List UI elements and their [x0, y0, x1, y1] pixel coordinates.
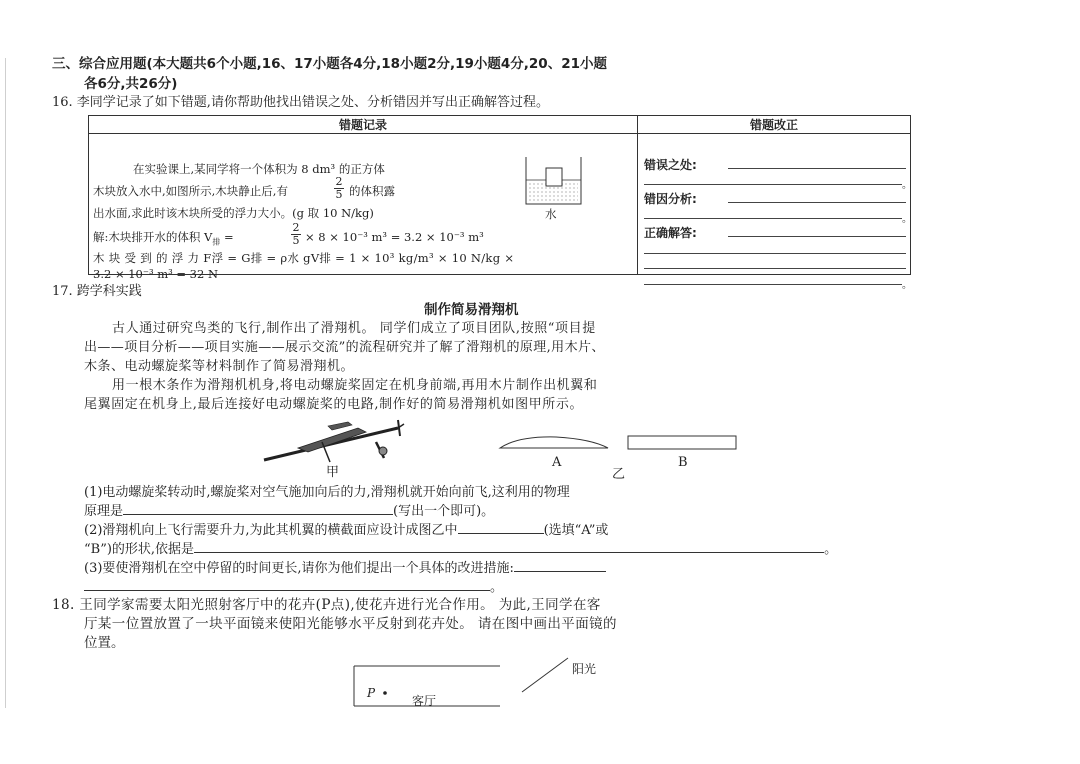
- correct-answer-blank-2: [644, 253, 906, 254]
- q17-para2-line2: 尾翼固定在机身上,最后连接好电动螺旋桨的电路,制作好的简易滑翔机如图甲所示。: [84, 397, 584, 412]
- fig-label-jia: 甲: [326, 465, 340, 480]
- problem-record-cell: [89, 134, 638, 281]
- q17-stem: 17. 跨学科实践: [52, 284, 142, 299]
- error-cause-label: 错因分析:: [644, 192, 697, 206]
- physics-principle-blank[interactable]: [123, 502, 393, 515]
- q18-line3: 位置。: [84, 635, 125, 651]
- end-mark: 。: [902, 180, 912, 191]
- problem-line-3: 出水面,求此时该木块所受的浮力大小。(g 取 10 N/kg): [93, 206, 374, 220]
- glider-figure-jia: [258, 418, 408, 468]
- solution-line-1c: × 8 × 10⁻³ m³ = 3.2 × 10⁻³ m³: [305, 230, 484, 244]
- end-mark: 。: [902, 280, 912, 291]
- problem-line-1: 在实验课上,某同学将一个体积为 8 dm³ 的正方体: [133, 162, 385, 176]
- improvement-blank[interactable]: [514, 559, 606, 572]
- living-room-diagram: [350, 650, 590, 710]
- problem-line-2b: 的体积露: [349, 184, 395, 198]
- error-location-blank-2: [644, 184, 902, 185]
- solution-fraction: 2 5: [292, 221, 300, 247]
- correct-answer-blank-4: [644, 284, 902, 285]
- solution-line-2: 木 块 受 到 的 浮 力 F浮 = G排 = ρ水 gV排 = 1 × 10³ kg/m³ × 10 N/kg ×: [93, 251, 515, 265]
- section-heading-line2: 各6分,共26分): [84, 76, 178, 92]
- correct-answer-label: 正确解答:: [644, 226, 697, 240]
- end-mark: 。: [902, 214, 912, 225]
- error-cause-blank: [728, 202, 906, 203]
- q16-stem: 16. 李同学记录了如下错题,请你帮助他找出错误之处、分析错因并写出正确解答过程。: [52, 95, 549, 110]
- table-header-correction: 错题改正: [638, 116, 911, 134]
- q17-sub3-line2: 。: [84, 578, 503, 597]
- beaker-with-block-diagram: [521, 152, 601, 222]
- fig-label-b: B: [678, 455, 688, 470]
- improvement-blank-2[interactable]: [84, 578, 490, 591]
- q17-sub2-line1: (2)滑翔机向上飞行需要升力,为此其机翼的横截面应设计成图乙中 (选填“A”或: [84, 523, 609, 538]
- q17-title: 制作简易滑翔机: [424, 302, 519, 318]
- error-cause-blank-2: [644, 218, 902, 219]
- point-p-label: P: [367, 686, 376, 700]
- wing-cross-section-figure-yi: [496, 434, 746, 454]
- room-label: 客厅: [412, 694, 437, 708]
- water-label: 水: [545, 207, 557, 221]
- problem-line-2: 木块放入水中,如图所示,木块静止后,有: [93, 184, 288, 198]
- q17-para1-line1: 古人通过研究鸟类的飞行,制作出了滑翔机。 同学们成立了项目团队,按照“项目提: [112, 321, 596, 336]
- sunlight-label: 阳光: [572, 662, 597, 676]
- error-location-label: 错误之处:: [644, 158, 697, 172]
- section-heading-line1: 三、综合应用题(本大题共6个小题,16、17小题各4分,18小题2分,19小题4分,20、21小题: [52, 56, 607, 72]
- q17-sub1-line1: (1)电动螺旋桨转动时,螺旋桨对空气施加向后的力,滑翔机就开始向前飞,这利用的物理: [84, 485, 570, 500]
- q18-line2: 厅某一位置放置了一块平面镜来使阳光能够水平反射到花卉处。 请在图中画出平面镜的: [84, 616, 617, 632]
- wing-shape-blank[interactable]: [458, 521, 544, 534]
- q17-sub2-line2: “B”)的形状,依据是 。: [84, 542, 838, 557]
- correct-answer-blank: [728, 236, 906, 237]
- fig-label-yi: 乙: [612, 467, 626, 482]
- q17-sub3-line1: (3)要使滑翔机在空中停留的时间更长,请你为他们提出一个具体的改进措施:: [84, 559, 606, 578]
- fig-label-a: A: [552, 455, 562, 470]
- solution-line-1a: 解:木块排开水的体积 $V_排$ =: [93, 230, 234, 247]
- q18-line1: 18. 王同学家需要太阳光照射客厅中的花卉(P点),使花卉进行光合作用。 为此,王同学在客: [52, 597, 601, 613]
- correct-answer-blank-3: [644, 268, 906, 269]
- error-location-blank: [728, 168, 906, 169]
- flower-point-p: [383, 691, 387, 695]
- q17-para1-line3: 木条、电动螺旋桨等材料制作了简易滑翔机。: [84, 359, 355, 374]
- page-margin-line: [5, 58, 6, 708]
- fraction-2-5: 2 5: [335, 175, 343, 201]
- q17-para2-line1: 用一根木条作为滑翔机机身,将电动螺旋桨固定在机身前端,再用木片制作出机翼和: [112, 378, 598, 393]
- q16-error-table: [88, 115, 912, 291]
- solution-line-3: 3.2 × 10⁻³ m³ = 32 N: [93, 267, 219, 281]
- sunlight-ray: [522, 658, 568, 692]
- table-header-record: 错题记录: [89, 116, 638, 134]
- reason-blank[interactable]: [194, 540, 824, 553]
- correction-cell: [638, 134, 912, 291]
- q17-para1-line2: 出——项目分析——项目实施——展示交流”的流程研究并了解了滑翔机的原理,用木片、: [84, 340, 605, 355]
- q17-sub1-line2: 原理是 (写出一个即可)。: [84, 504, 495, 519]
